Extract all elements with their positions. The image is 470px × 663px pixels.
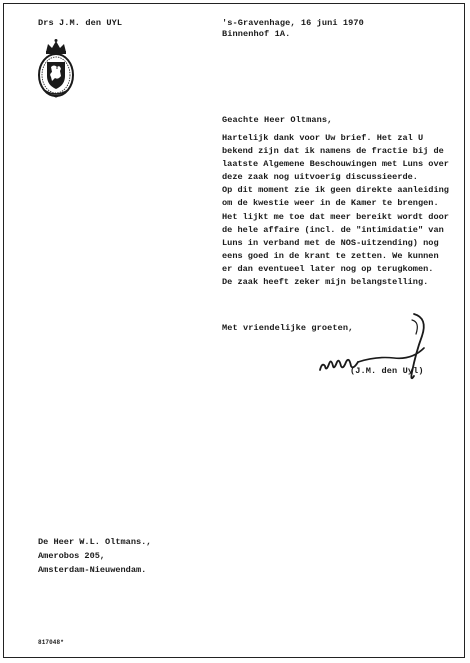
body-line: de hele affaire (incl. de "intimidatie" van bbox=[222, 224, 444, 235]
footer-code: 817048* bbox=[38, 639, 64, 646]
coat-of-arms-icon bbox=[36, 38, 76, 100]
letter-sheet bbox=[3, 3, 465, 658]
place-date: 's-Gravenhage, 16 juni 1970 bbox=[222, 18, 364, 28]
signature-name: (J.M. den Uyl) bbox=[350, 366, 424, 376]
body-line: Op dit moment zie ik geen direkte aanleiding bbox=[222, 185, 449, 196]
recipient-line: Amerobos 205, bbox=[38, 551, 106, 561]
sender-address: Binnenhof 1A. bbox=[222, 29, 291, 39]
closing: Met vriendelijke groeten, bbox=[222, 323, 354, 333]
body-line: Hartelijk dank voor Uw brief. Het zal U bbox=[222, 133, 424, 143]
body-line: bekend zijn dat ik namens de fractie bij de bbox=[222, 146, 444, 157]
body-line: deze zaak nog uitvoerig discussieerde. bbox=[222, 172, 418, 183]
recipient-line: De Heer W.L. Oltmans., bbox=[38, 537, 152, 547]
recipient-address bbox=[38, 535, 151, 577]
body-line: Het lijkt me toe dat meer bereikt wordt door bbox=[222, 211, 449, 222]
sender-name: Drs J.M. den UYL bbox=[38, 18, 123, 28]
body-line: er dan eventueel later nog op terugkomen. bbox=[222, 263, 434, 274]
body-line: laatste Algemene Beschouwingen met Luns over bbox=[222, 159, 449, 170]
body-line: om de kwestie weer in de Kamer te brengen. bbox=[222, 198, 439, 209]
body-line: Luns in verband met de NOS-uitzending) nog bbox=[222, 237, 439, 248]
letter-body bbox=[222, 132, 449, 289]
body-line: eens goed in de krant te zetten. We kunnen bbox=[222, 250, 439, 261]
salutation: Geachte Heer Oltmans, bbox=[222, 115, 333, 125]
body-line: De zaak heeft zeker mijn belangstelling. bbox=[222, 277, 429, 288]
recipient-line: Amsterdam-Nieuwendam. bbox=[38, 565, 147, 575]
